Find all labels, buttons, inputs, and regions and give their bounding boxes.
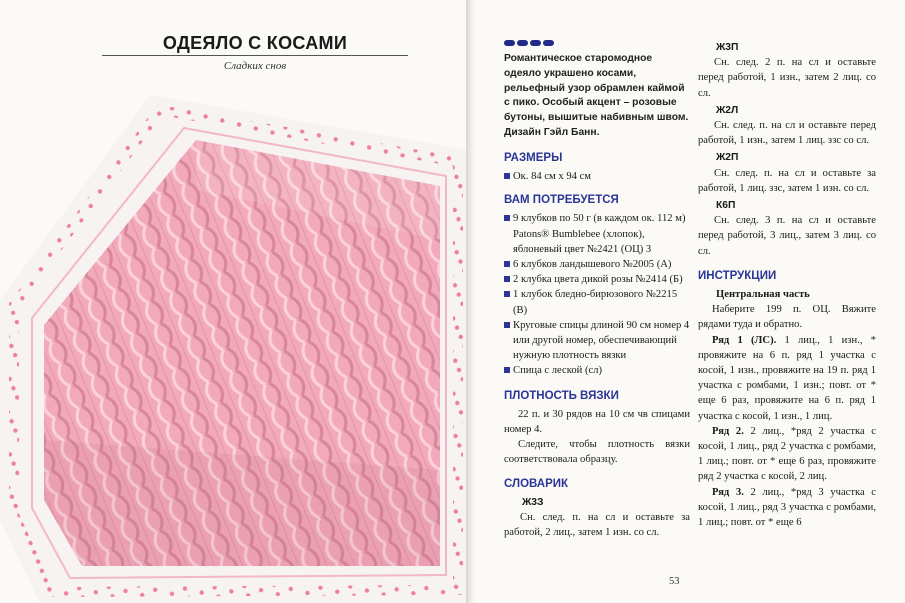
book-gutter	[466, 0, 476, 603]
glossary-abbr: Ж3П	[716, 42, 739, 53]
row-instruction	[698, 333, 876, 424]
glossary-abbr: Ж3З	[522, 496, 544, 508]
bullet-icon	[504, 276, 510, 282]
glossary-abbr: К6П	[716, 200, 736, 212]
gauge-heading: ПЛОТНОСТЬ ВЯЗКИ	[504, 389, 619, 402]
glossary-text: Сн. след. 2 п. на сл и оставьте перед работой, 1 изн., затем 2 лиц. со сл.	[698, 57, 876, 99]
row-label: Ряд 2.	[712, 425, 744, 437]
bullet-icon	[504, 173, 510, 179]
list-item: Ок. 84 см х 94 см	[504, 169, 690, 184]
glossary-abbr: Ж2Л	[716, 104, 739, 116]
bullet-icon	[504, 367, 510, 373]
glossary-heading: СЛОВАРИК	[504, 477, 569, 490]
row-text: 2 лиц., *ряд 2 участка с косой, 1 лиц., ряд 2 участка с ромбами, 1 лиц.; повт. от * еще 6 раз, провяжите ряд 2 участка с косой, 2 лиц.	[698, 425, 876, 483]
sizes-heading: РАЗМЕРЫ	[504, 151, 563, 164]
list-item: 1 клубок бледно-бирюзового №2215 (В)	[504, 287, 690, 317]
row-label: Ряд 1 (ЛС).	[712, 334, 777, 346]
row-text: 2 лиц., *ряд 3 участка с косой, 1 лиц., ряд 3 участка с ромбами, 1 лиц.; повт. от * еще 6	[698, 486, 876, 529]
materials-heading: ВАМ ПОТРЕБУЕТСЯ	[504, 194, 619, 207]
row-instruction	[698, 424, 876, 485]
glossary-text: Сн. след. 3 п. на сл и оставьте перед работой, 3 лиц., затем 3 лиц. со сл.	[698, 215, 876, 257]
list-item: 9 клубков по 50 г (в каждом ок. 112 м) Patons® Bumblebee (хлопок), яблоневый цвет №2421 (ОЦ) 3	[504, 211, 690, 257]
bullet-icon	[504, 291, 510, 297]
gauge-note: Следите, чтобы плотность вязки соответствовала образцу.	[504, 439, 690, 466]
instructions-subheading: Центральная часть	[716, 289, 810, 301]
list-item: Круговые спицы длиной 90 см номер 4 или другой номер, обеспечивающий нужную плотность вязки	[504, 318, 690, 364]
gauge-text: 22 п. и 30 рядов на 10 см чв спицами номер 4.	[504, 408, 690, 436]
glossary-text: Сн. след. п. на сл и оставьте за работой, 1 лиц. ззс, затем 1 изн. со сл.	[698, 167, 876, 194]
glossary-text: Сн. след. п. на сл и оставьте за работой, 2 лиц., затем 1 изн. со сл.	[504, 512, 690, 539]
blanket-photo	[0, 72, 468, 603]
glossary-abbr: Ж2П	[716, 152, 739, 164]
column-left	[504, 40, 690, 542]
title-divider	[102, 55, 408, 56]
page-number: 53	[669, 576, 680, 587]
bullet-icon	[504, 215, 510, 221]
instructions-text: Наберите 199 п. ОЦ. Вяжите рядами туда и обратно.	[698, 304, 876, 331]
row-label: Ряд 3.	[712, 486, 744, 498]
instructions-heading: ИНСТРУКЦИИ	[698, 269, 777, 282]
page-title: ОДЕЯЛО С КОСАМИ	[162, 33, 348, 53]
column-right	[698, 40, 876, 530]
list-item: 2 клубка цвета дикой розы №2414 (Б)	[504, 272, 690, 287]
glossary-text: Сн. след. п. на сл и оставьте перед работой, 1 изн., затем 1 лиц. ззс со сл.	[698, 120, 876, 147]
row-instruction	[698, 485, 876, 531]
list-item: Спица с леской (сл)	[504, 363, 690, 378]
intro-text: Романтическое старомодное одеяло украшено косами, рельефный узор обрамлен каймой с пико. Особый акцент – розовые бутоны, вышитые набивным швом. Дизайн Гэйл Банн.	[504, 53, 689, 138]
right-page	[476, 0, 905, 603]
row-text: 1 лиц., 1 изн., * провяжите на 6 п. ряд 1 участка с косой, 1 изн., провяжите на 19 п. ряд 1 участка с ромбами, 1 изн.; повт. от * еще 6 раз, провяжите на 6 п. ряд 1 участка с косой, 1 изн., 1 лиц.	[698, 334, 876, 422]
list-item: 6 клубков ландышевого №2005 (А)	[504, 257, 690, 272]
bullet-icon	[504, 322, 510, 328]
page-subtitle: Сладких снов	[223, 60, 287, 72]
decorative-dash-bar	[504, 40, 690, 46]
bullet-icon	[504, 261, 510, 267]
